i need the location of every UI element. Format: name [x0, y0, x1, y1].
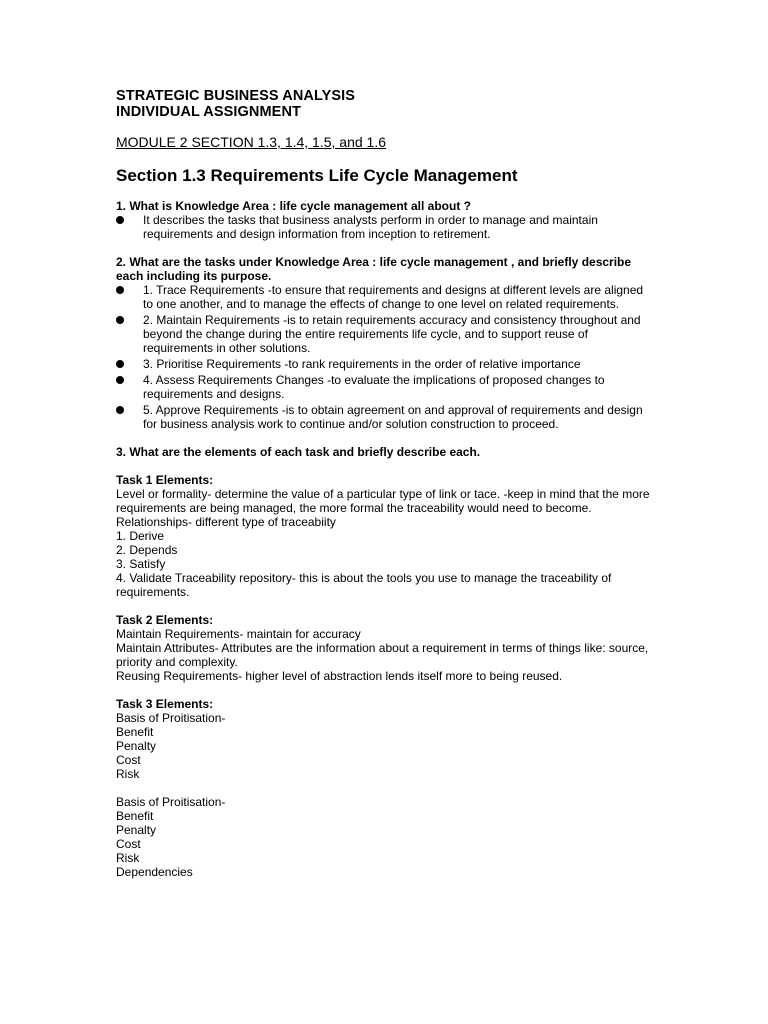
bullet-icon: [116, 316, 124, 324]
task-3-line: Risk: [116, 767, 140, 781]
task-3-line: Basis of Proitisation-: [116, 711, 226, 725]
task-3-line: Risk: [116, 851, 140, 865]
bullet-item: It describes the tasks that business analysts perform in order to manage and maintain requirements and design information from inception to retirement.: [116, 213, 656, 241]
bullet-icon: [116, 376, 124, 384]
module-heading: MODULE 2 SECTION 1.3, 1.4, 1.5, and 1.6: [116, 134, 387, 150]
bullet-icon: [116, 406, 124, 414]
question-2: 2. What are the tasks under Knowledge Area : life cycle management , and briefly describe each including its purpose.: [116, 255, 632, 283]
assignment-title: INDIVIDUAL ASSIGNMENT: [116, 104, 301, 120]
task-1-title: Task 1 Elements:: [116, 473, 214, 487]
bullet-icon: [116, 216, 124, 224]
bullet-item: 2. Maintain Requirements -is to retain requirements accuracy and consistency throughout and beyond the change during the entire requirements life cycle, and to support reuse of requirements in other solutions.: [116, 313, 656, 355]
task-2-line: Reusing Requirements- higher level of abstraction lends itself more to being reused.: [116, 669, 563, 683]
task-1-line: 1. Derive: [116, 529, 165, 543]
task-1-line: 2. Depends: [116, 543, 178, 557]
document-content: [116, 88, 656, 879]
task-3-line: Dependencies: [116, 865, 193, 879]
question-3: 3. What are the elements of each task and briefly describe each.: [116, 445, 481, 459]
spacer: [116, 781, 656, 795]
task-1-line: 3. Satisfy: [116, 557, 166, 571]
task-3-line: Basis of Proitisation-: [116, 795, 226, 809]
question-1: 1. What is Knowledge Area : life cycle management all about ?: [116, 199, 471, 213]
bullet-icon: [116, 286, 124, 294]
answer-list-1: [116, 213, 656, 241]
task-3-title: Task 3 Elements:: [116, 697, 214, 711]
task-3-line: Cost: [116, 753, 141, 767]
bullet-item: 3. Prioritise Requirements -to rank requirements in the order of relative importance: [116, 357, 656, 371]
bullet-item: 5. Approve Requirements -is to obtain agreement on and approval of requirements and design for business analysis work to continue and/or solution construction to proceed.: [116, 403, 656, 431]
task-1-line: Level or formality- determine the value of a particular type of link or tace. -keep in mind that the more requirements are being managed, the more formal the traceability would need to become. Relationships- different type of traceabiity: [116, 487, 650, 529]
task-3-line: Cost: [116, 837, 141, 851]
answer-list-2: [116, 283, 656, 431]
bullet-item: 4. Assess Requirements Changes -to evaluate the implications of proposed changes to requirements and designs.: [116, 373, 656, 401]
course-title: STRATEGIC BUSINESS ANALYSIS: [116, 88, 356, 104]
task-3-line: Benefit: [116, 809, 154, 823]
task-2-title: Task 2 Elements:: [116, 613, 214, 627]
bullet-icon: [116, 360, 124, 368]
task-3-line: Penalty: [116, 823, 157, 837]
task-3-line: Penalty: [116, 739, 157, 753]
task-3-line: Benefit: [116, 725, 154, 739]
task-1-line: 4. Validate Traceability repository- this is about the tools you use to manage the traceability of requirements.: [116, 571, 612, 599]
task-2-line: Maintain Attributes- Attributes are the information about a requirement in terms of things like: source, priority and complexity.: [116, 641, 649, 669]
bullet-item: 1. Trace Requirements -to ensure that requirements and designs at different levels are aligned to one another, and to manage the effects of change to one level on related requirements.: [116, 283, 656, 311]
section-title: Section 1.3 Requirements Life Cycle Management: [116, 166, 518, 185]
task-2-line: Maintain Requirements- maintain for accuracy: [116, 627, 361, 641]
